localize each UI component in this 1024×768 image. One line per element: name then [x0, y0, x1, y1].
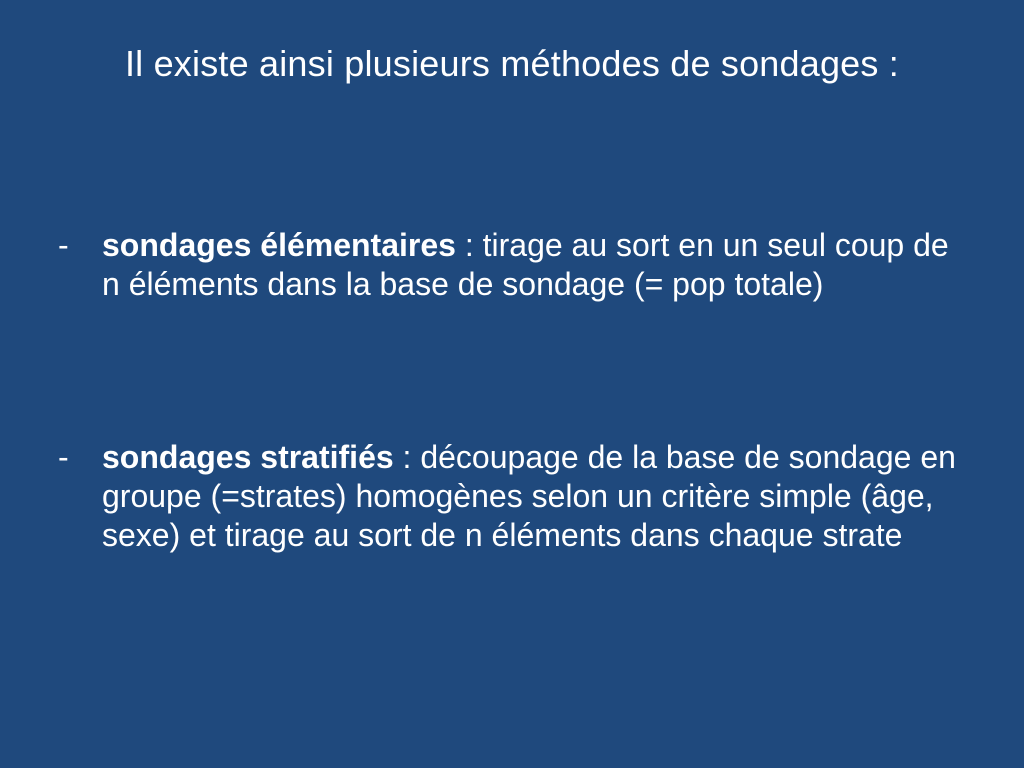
bullet-term: sondages stratifiés	[102, 439, 394, 475]
slide-title: Il existe ainsi plusieurs méthodes de sondages :	[124, 43, 900, 84]
bullet-item-stratifies	[58, 438, 978, 555]
bullet-item-elementaires	[58, 226, 978, 304]
bullet-marker: -	[58, 439, 69, 475]
bullet-text	[102, 438, 972, 555]
bullet-text	[102, 226, 972, 304]
bullet-term: sondages élémentaires	[102, 227, 456, 263]
bullet-description: : découpage de la base de sondage en groupe (=strates) homogènes selon un critère simple (âge, sexe) et tirage au sort de n éléments dans chaque strate	[102, 439, 956, 553]
bullet-description: : tirage au sort en un seul coup de n éléments dans la base de sondage (= pop totale)	[102, 227, 949, 302]
bullet-marker: -	[58, 227, 69, 263]
